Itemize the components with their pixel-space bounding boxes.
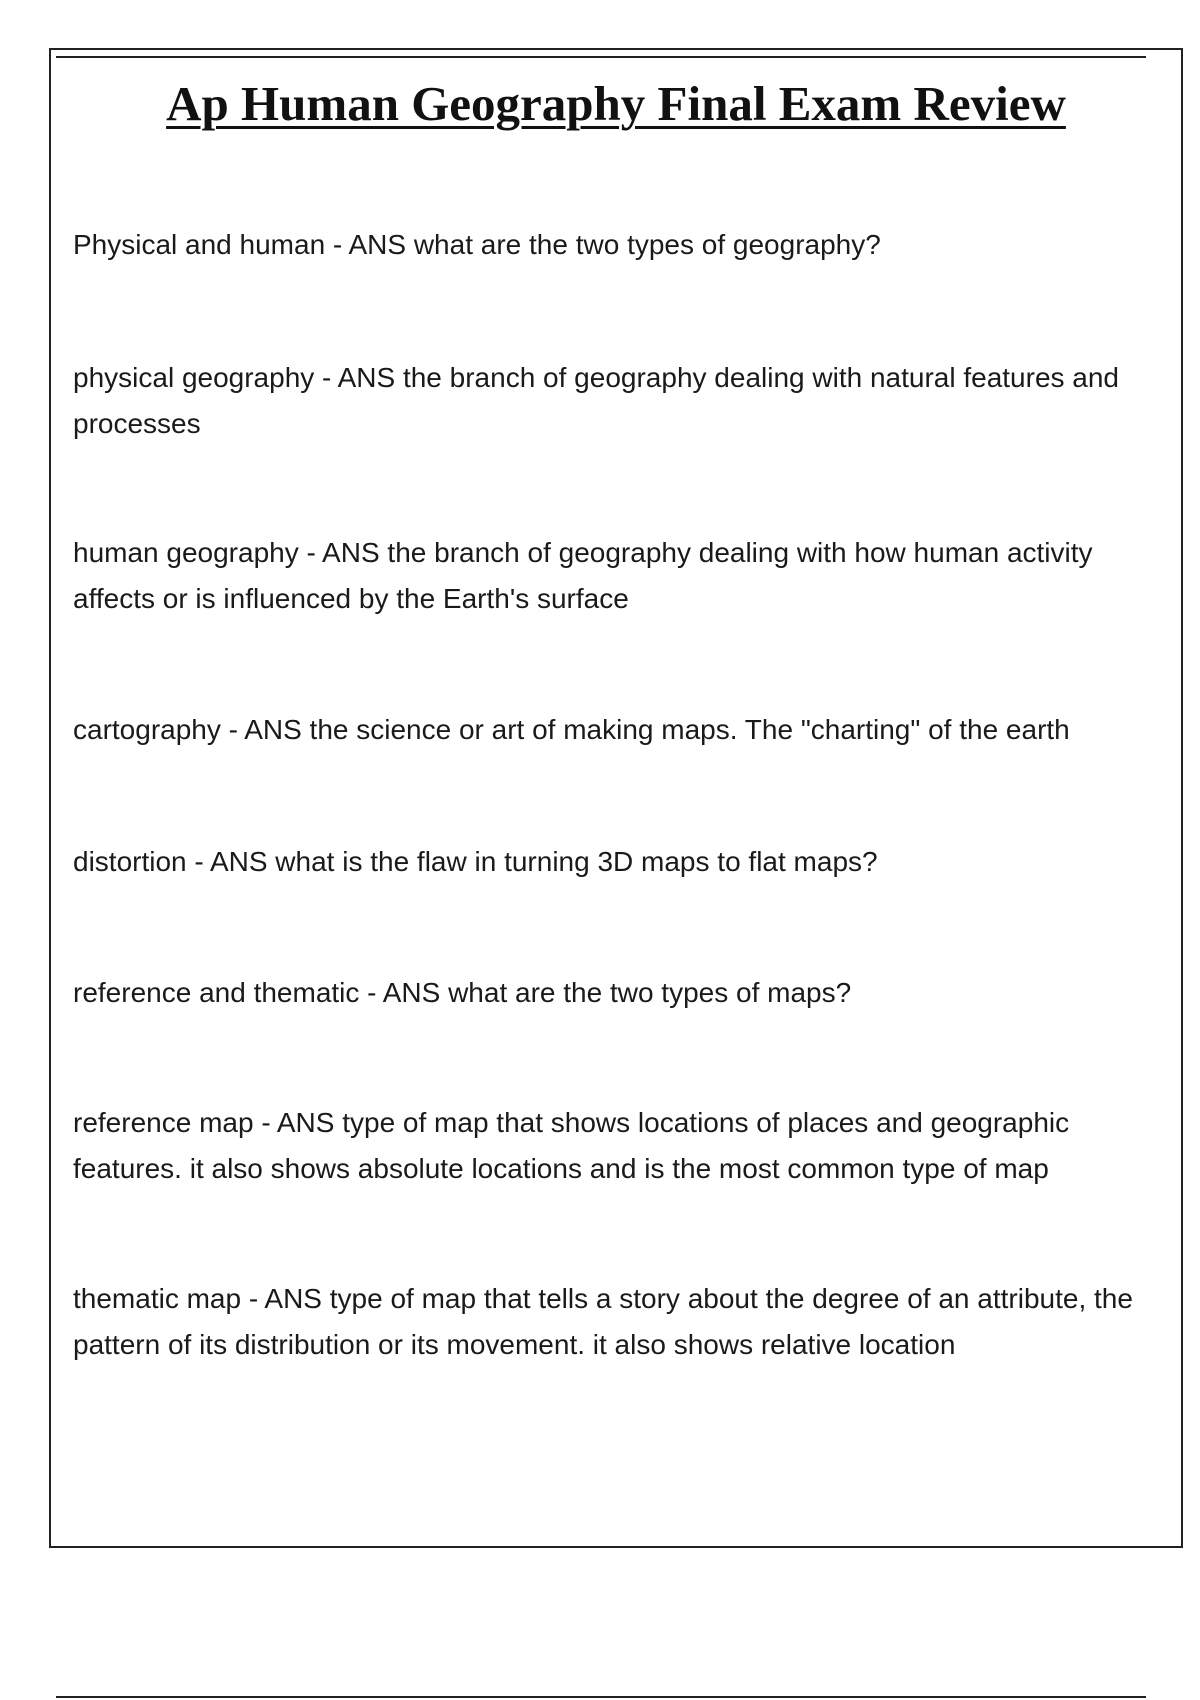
entry-reference-map: reference map - ANS type of map that shows locations of places and geographic features. it also shows absolute locations and is the most common type of map — [73, 1107, 1070, 1184]
entry-physical-geography: physical geography - ANS the branch of geography dealing with natural features and processes — [73, 362, 1120, 439]
top-rule — [56, 56, 1146, 58]
entry-thematic-map: thematic map - ANS type of map that tells a story about the degree of an attribute, the pattern of its distribution or its movement. it also shows relative location — [73, 1283, 1133, 1360]
entry-cartography: cartography - ANS the science or art of making maps. The "charting" of the earth — [73, 714, 1070, 745]
entry-types-of-geography: Physical and human - ANS what are the two types of geography? — [73, 229, 881, 260]
bottom-rule — [56, 1696, 1146, 1698]
page-title: Ap Human Geography Final Exam Review — [166, 76, 1066, 131]
entry-types-of-maps: reference and thematic - ANS what are the two types of maps? — [73, 977, 852, 1008]
entry-human-geography: human geography - ANS the branch of geography dealing with how human activity affects or is influenced by the Earth's surface — [73, 537, 1093, 614]
entry-distortion: distortion - ANS what is the flaw in turning 3D maps to flat maps? — [73, 846, 878, 877]
